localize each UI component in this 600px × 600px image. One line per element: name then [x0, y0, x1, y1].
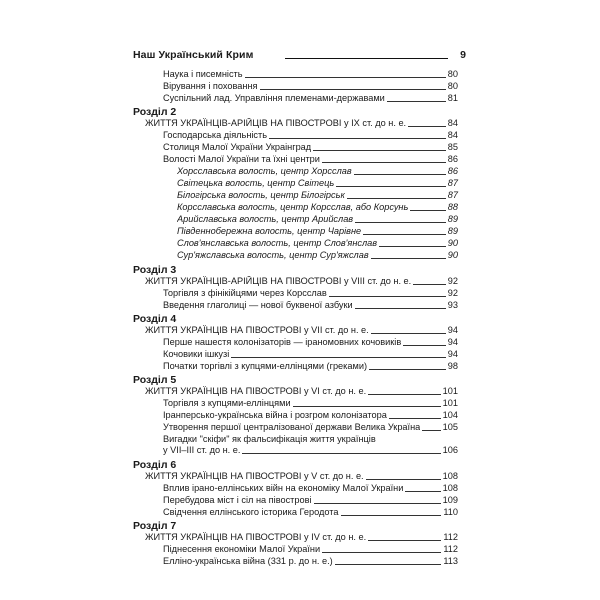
- toc-entry[interactable]: Білогірська волость, центр Білогірськ 87: [177, 190, 458, 200]
- toc-entry[interactable]: Арийславська волость, центр Арийслав 89: [177, 214, 458, 224]
- section-heading: Розділ 3: [133, 264, 177, 276]
- toc-entry[interactable]: Столиця Малої України Украінград 85: [163, 142, 458, 152]
- section-heading: Розділ 7: [133, 520, 177, 532]
- toc-entry[interactable]: ЖИТТЯ УКРАЇНЦІВ НА ПІВОСТРОВІ у VI ст. до н. е. 101: [145, 386, 458, 396]
- toc-entry[interactable]: Суспільний лад. Управління племенами-державами 81: [163, 93, 458, 103]
- toc-entry[interactable]: Південнобережна волость, центр Чарівне 89: [177, 226, 458, 236]
- toc-entry[interactable]: ЖИТТЯ УКРАЇНЦІВ-АРІЙЦІВ НА ПІВОСТРОВІ у VIII ст. до н. е. 92: [145, 276, 458, 286]
- toc-entry[interactable]: Торгівля з фінікійцями через Корсслав 92: [163, 288, 458, 298]
- section-heading: Розділ 6: [133, 459, 177, 471]
- toc-entry[interactable]: Світецька волость, центр Світець 87: [177, 178, 458, 188]
- toc-entry[interactable]: Господарська діяльність 84: [163, 130, 458, 140]
- toc-entry[interactable]: Утворення першої централізованої держави Велика Україна 105: [163, 422, 458, 432]
- toc-entry[interactable]: Слов'янславська волость, центр Слов'янслав 90: [177, 238, 458, 248]
- toc-entry[interactable]: Свідчення еллінського історика Геродота 110: [163, 507, 458, 517]
- toc-entry[interactable]: Піднесення економіки Малої України 112: [163, 544, 458, 554]
- toc-entry[interactable]: Кочовики ішкузі 94: [163, 349, 458, 359]
- toc-entry[interactable]: ЖИТТЯ УКРАЇНЦІВ НА ПІВОСТРОВІ у VII ст. до н. е. 94: [145, 325, 458, 335]
- section-heading: Розділ 2: [133, 106, 177, 118]
- toc-entry[interactable]: Волості Малої України та їхні центри 86: [163, 154, 458, 164]
- toc-entry[interactable]: Хорсславська волость, центр Хорсслав 86: [177, 166, 458, 176]
- section-heading: Розділ 5: [133, 374, 177, 386]
- toc-entry[interactable]: Сур'яжславська волость, центр Сур'яжслав 90: [177, 250, 458, 260]
- toc-entry[interactable]: Вплив ірано-еллінських війн на економіку Малої України 108: [163, 483, 458, 493]
- toc-entry[interactable]: Перше нашестя колонізаторів — іраномовних кочовиків 94: [163, 337, 458, 347]
- toc-entry[interactable]: ЖИТТЯ УКРАЇНЦІВ-АРІЙЦІВ НА ПІВОСТРОВІ у IX ст. до н. е. 84: [145, 118, 458, 128]
- toc-entry-line2[interactable]: у VII–III ст. до н. е. 106: [163, 445, 458, 455]
- toc-entry[interactable]: Початки торгівлі з купцями-еллінцями (греками) 98: [163, 361, 458, 371]
- toc-entry[interactable]: Вірування і поховання 80: [163, 81, 458, 91]
- toc-entry[interactable]: ЖИТТЯ УКРАЇНЦІВ НА ПІВОСТРОВІ у V ст. до н. е. 108: [145, 471, 458, 481]
- toc-entry[interactable]: ЖИТТЯ УКРАЇНЦІВ НА ПІВОСТРОВІ у IV ст. до н. е. 112: [145, 532, 458, 542]
- book-title: Наш Український Крим: [133, 49, 254, 61]
- toc-entry[interactable]: Введення глаголиці — нової буквеної азбуки 93: [163, 300, 458, 310]
- toc-entry[interactable]: Корсславська волость, центр Корсслав, або Корсунь 88: [177, 202, 458, 212]
- toc-entry[interactable]: Торгівля з купцями-еллінцями 101: [163, 398, 458, 408]
- toc-entry[interactable]: Еллінo-українська війна (331 р. до н. е.) 113: [163, 556, 458, 566]
- toc-entry-line1[interactable]: Вигадки "скіфи" як фальсифікація життя українців: [163, 434, 376, 444]
- toc-entry[interactable]: Перебудова міст і сіл на півострові 109: [163, 495, 458, 505]
- page-number: 9: [460, 49, 466, 61]
- toc-entry[interactable]: Іранперсько-українська війна і розгром колонізатора 104: [163, 410, 458, 420]
- toc-entry[interactable]: Наука і писемність 80: [163, 69, 458, 79]
- section-heading: Розділ 4: [133, 313, 177, 325]
